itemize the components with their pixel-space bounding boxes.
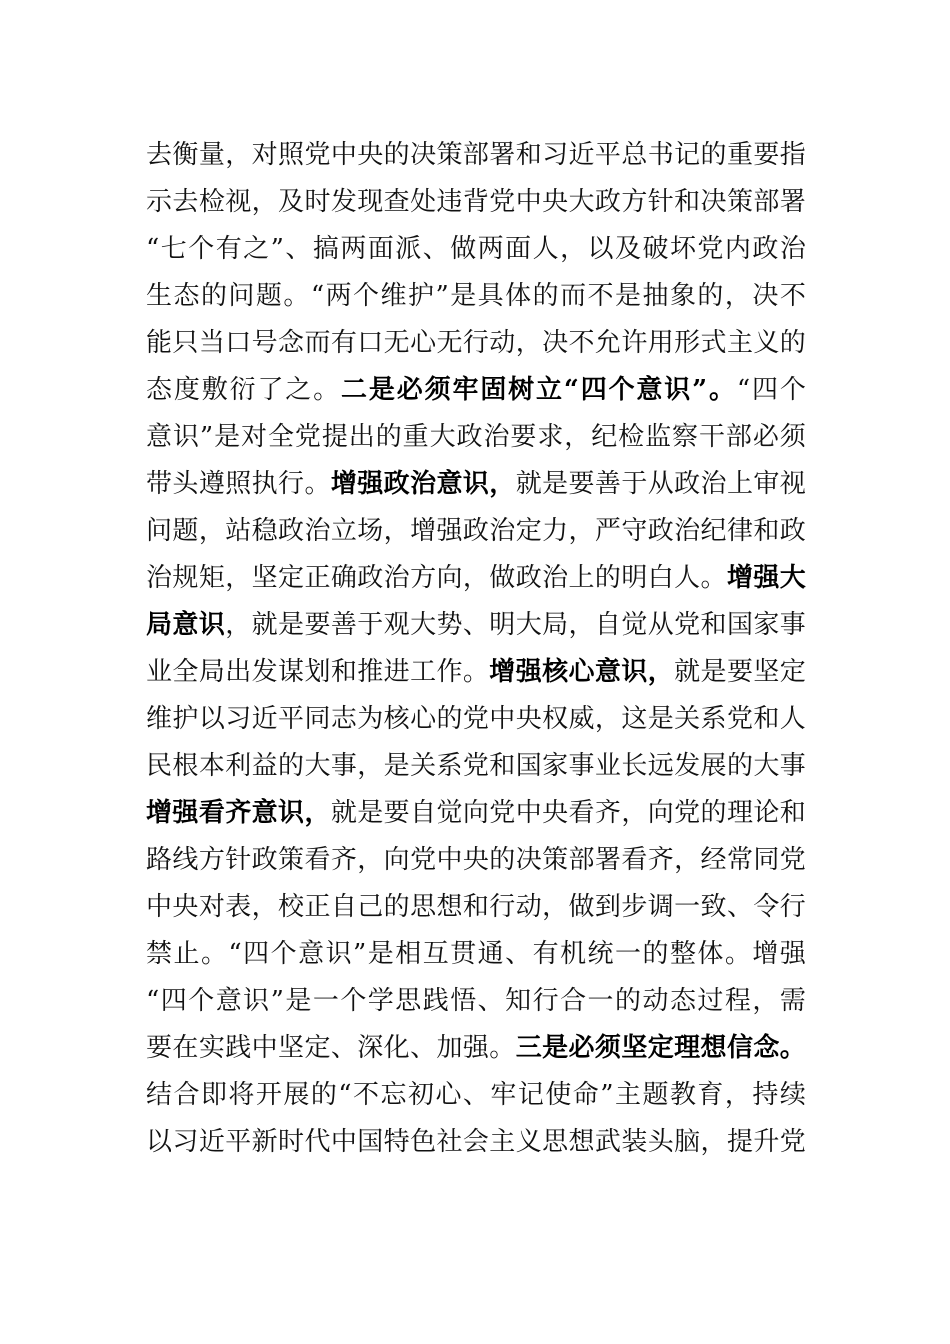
text-line: 以 习 近 平 新 时 代 中 国 特 色 社 会 主 义 思 想 武 装 头 脑 ， 提 升 党 [146,1127,806,1157]
text-line: 禁 止 。 “ 四 个 意 识 ” 是 相 互 贯 通 、 有 机 统 一 的 整 体 。 增 强 [146,939,806,969]
text-line: 增 强 看 齐 意 识 ， 就 是 要 自 觉 向 党 中 央 看 齐 ， 向 党 的 理 论 和 [146,798,806,828]
text-line: 治 规 矩 ， 坚 定 正 确 政 治 方 向 ， 做 政 治 上 的 明 白 人 。 增 强 大 [146,563,806,593]
text-line: 局 意 识 ， 就 是 要 善 于 观 大 势 、 明 大 局 ， 自 觉 从 党 和 国 家 事 [146,610,806,640]
text-line: “ 七 个 有 之 ” 、 搞 两 面 派 、 做 两 面 人 ， 以 及 破 坏 党 内 政 治 [146,234,806,264]
text-line: 业 全 局 出 发 谋 划 和 推 进 工 作 。 增 强 核 心 意 识 ， 就 是 要 坚 定 [146,657,806,687]
text-line: 问 题 ， 站 稳 政 治 立 场 ， 增 强 政 治 定 力 ， 严 守 政 治 纪 律 和 政 [146,516,806,546]
body-text [146,132,806,1166]
text-line: 意 识 ” 是 对 全 党 提 出 的 重 大 政 治 要 求 ， 纪 检 监 察 干 部 必 须 [146,422,806,452]
text-line: 中 央 对 表 ， 校 正 自 己 的 思 想 和 行 动 ， 做 到 步 调 一 致 、 令 行 [146,892,806,922]
text-line: 能 只 当 口 号 念 而 有 口 无 心 无 行 动 ， 决 不 允 许 用 形 式 主 义 的 [146,328,806,358]
text-line: 去 衡 量 ， 对 照 党 中 央 的 决 策 部 署 和 习 近 平 总 书 记 的 重 要 指 [146,140,806,170]
text-line: 要 在 实 践 中 坚 定 、 深 化 、 加 强 。 三 是 必 须 坚 定 理 想 信 念 。 [146,1033,806,1063]
text-line: 态 度 敷 衍 了 之 。 二 是 必 须 牢 固 树 立 “ 四 个 意 识 ” 。 “ 四 个 [146,375,806,405]
text-line: 生 态 的 问 题 。 “ 两 个 维 护 ” 是 具 体 的 而 不 是 抽 象 的 ， 决 不 [146,281,806,311]
text-line: “ 四 个 意 识 ” 是 一 个 学 思 践 悟 、 知 行 合 一 的 动 态 过 程 ， 需 [146,986,806,1016]
text-line: 结 合 即 将 开 展 的 “ 不 忘 初 心 、 牢 记 使 命 ” 主 题 教 育 ， 持 续 [146,1080,806,1110]
text-line: 维 护 以 习 近 平 同 志 为 核 心 的 党 中 央 权 威 ， 这 是 关 系 党 和 人 [146,704,806,734]
text-line: 路 线 方 针 政 策 看 齐 ， 向 党 中 央 的 决 策 部 署 看 齐 ， 经 常 同 党 [146,845,806,875]
text-line: 示 去 检 视 ， 及 时 发 现 查 处 违 背 党 中 央 大 政 方 针 和 决 策 部 署 [146,187,806,217]
text-line: 带 头 遵 照 执 行 。 增 强 政 治 意 识 ， 就 是 要 善 于 从 政 治 上 审 视 [146,469,806,499]
text-line: 民 根 本 利 益 的 大 事 ， 是 关 系 党 和 国 家 事 业 长 远 发 展 的 大 事 [146,751,806,781]
